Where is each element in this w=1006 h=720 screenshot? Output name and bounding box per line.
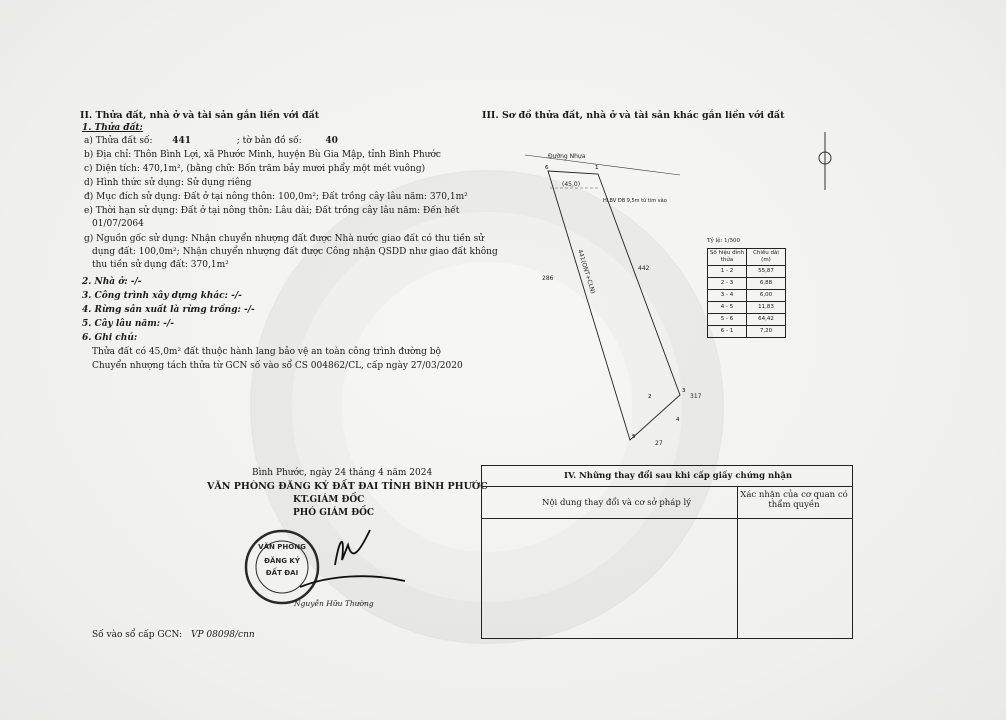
parcel-number: 441 [172, 136, 192, 146]
changes-column-divider [737, 486, 738, 638]
edge-row-length: 11,83 [747, 302, 786, 314]
registry-number-row [92, 630, 255, 641]
map-sheet-number: 40 [325, 136, 338, 146]
edge-row-vertex: 3 - 4 [708, 290, 747, 302]
signer-name: Nguyễn Hữu Thường [294, 599, 374, 608]
registry-label: Số vào sổ cấp GCN: [92, 630, 183, 640]
changes-table [481, 465, 853, 639]
parcel-number-row [84, 136, 338, 147]
edge-row-vertex: 4 - 5 [708, 302, 747, 314]
road-label: Đường Nhựa [548, 153, 586, 160]
note-1: Thửa đất có 45,0m² đất thuộc hành lang bảo vệ an toàn công trình đường bộ [92, 347, 441, 357]
edge-row-length: 64,42 [747, 314, 786, 326]
edge-row-length: 6,00 [747, 290, 786, 302]
parcel-heading: 1. Thửa đất: [82, 123, 143, 133]
vertex-4: 4 [676, 417, 680, 423]
neighbor-286: 286 [542, 275, 554, 282]
edge-row-vertex: 1 - 2 [708, 266, 747, 278]
corridor-area: (45,0) [562, 181, 581, 188]
edge-row-length: 55,87 [747, 266, 786, 278]
deputy-director: PHÓ GIÁM ĐỐC [293, 508, 375, 518]
edge-row-length: 7,20 [747, 326, 786, 338]
scale-label: Tỷ lệ: 1/500 [707, 238, 740, 244]
corner-ornament [815, 132, 835, 190]
svg-text:ĐĂNG KÝ: ĐĂNG KÝ [264, 557, 300, 565]
house-item: 2. Nhà ở: -/- [82, 277, 142, 287]
section-3-title: III. Sơ đồ thửa đất, nhà ở và tài sản khác gắn liền với đất [482, 110, 785, 121]
vertex-6: 6 [545, 165, 549, 171]
changes-col-confirmation: Xác nhận của cơ quan có thẩm quyền [740, 490, 848, 510]
changes-title-row [482, 466, 852, 487]
kt-director: KT.GIÁM ĐỐC [293, 495, 365, 505]
signing-date: Bình Phước, ngày 24 tháng 4 năm 2024 [252, 468, 433, 478]
corridor-note: HLBV ĐB 9,5m từ tim vào [603, 198, 667, 204]
origin-line-3: thu tiền sử dụng đất: 370,1m² [92, 260, 229, 270]
lot-label: 441(ONT+CLN) [576, 248, 597, 295]
usage-term: e) Thời hạn sử dụng: Đất ở tại nông thôn: Lâu dài; Đất trồng cây lâu năm: Đến hết [84, 206, 460, 216]
office-name: VĂN PHÒNG ĐĂNG KÝ ĐẤT ĐAI TỈNH BÌNH PHƯỚC [207, 481, 488, 492]
origin-line-2: dụng đất: 100,0m²; Nhận chuyển nhượng đất được Công nhận QSDD như giao đất không [92, 247, 498, 257]
neighbor-442: 442 [638, 265, 650, 272]
forest-item: 4. Rừng sản xuất là rừng trồng: -/- [82, 305, 255, 315]
usage-form: d) Hình thức sử dụng: Sử dụng riêng [84, 178, 252, 188]
edge-row-length: 6,88 [747, 278, 786, 290]
svg-text:VĂN PHÒNG: VĂN PHÒNG [258, 543, 306, 551]
origin-line-1: g) Nguồn gốc sử dụng: Nhận chuyển nhượng đất được Nhà nước giao đất có thu tiền sử [84, 234, 484, 244]
perennial-item: 5. Cây lâu năm: -/- [82, 319, 174, 329]
edge-length-table [707, 248, 786, 338]
vertex-2: 2 [648, 394, 652, 400]
vertex-3: 3 [682, 388, 686, 394]
parcel-number-label: a) Thửa đất số: [84, 136, 153, 146]
edge-row-vertex: 5 - 6 [708, 314, 747, 326]
edge-row-vertex: 6 - 1 [708, 326, 747, 338]
section-2-title: II. Thửa đất, nhà ở và tài sản gắn liền với đất [80, 110, 320, 121]
neighbor-27: 27 [655, 440, 663, 447]
changes-col-content: Nội dung thay đổi và cơ sở pháp lý [542, 498, 692, 508]
address: b) Địa chỉ: Thôn Bình Lợi, xã Phước Minh, huyện Bù Gia Mập, tỉnh Bình Phước [84, 150, 441, 160]
edge-row-vertex: 2 - 3 [708, 278, 747, 290]
map-sheet-label: ; tờ bản đồ số: [236, 136, 302, 146]
vertex-5: 5 [632, 434, 636, 440]
registry-value: VP 08098/cnn [190, 630, 255, 640]
parcel-diagram [480, 140, 720, 450]
neighbor-317: 317 [690, 393, 702, 400]
edge-header-length: Chiều dài (m) [747, 249, 786, 266]
area: c) Diện tích: 470,1m², (bằng chữ: Bốn trăm bảy mươi phẩy một mét vuông) [84, 164, 426, 174]
usage-purpose: đ) Mục đích sử dụng: Đất ở tại nông thôn: 100,0m²; Đất trồng cây lâu năm: 370,1m² [84, 192, 468, 202]
vertex-1: 1 [595, 165, 599, 171]
usage-term-date: 01/07/2064 [92, 219, 144, 229]
changes-title: IV. Những thay đổi sau khi cấp giấy chứng nhận [564, 471, 793, 481]
notes-title: 6. Ghi chú: [82, 333, 138, 343]
construction-item: 3. Công trình xây dựng khác: -/- [82, 291, 242, 301]
note-2: Chuyển nhượng tách thửa từ GCN số vào sổ CS 004862/CL, cấp ngày 27/03/2020 [92, 361, 463, 371]
edge-header-vertex: Số hiệu đỉnh thửa [708, 249, 747, 266]
official-seal [246, 531, 318, 603]
parcel-boundary [548, 171, 680, 440]
svg-text:ĐẤT ĐAI: ĐẤT ĐAI [265, 569, 299, 577]
